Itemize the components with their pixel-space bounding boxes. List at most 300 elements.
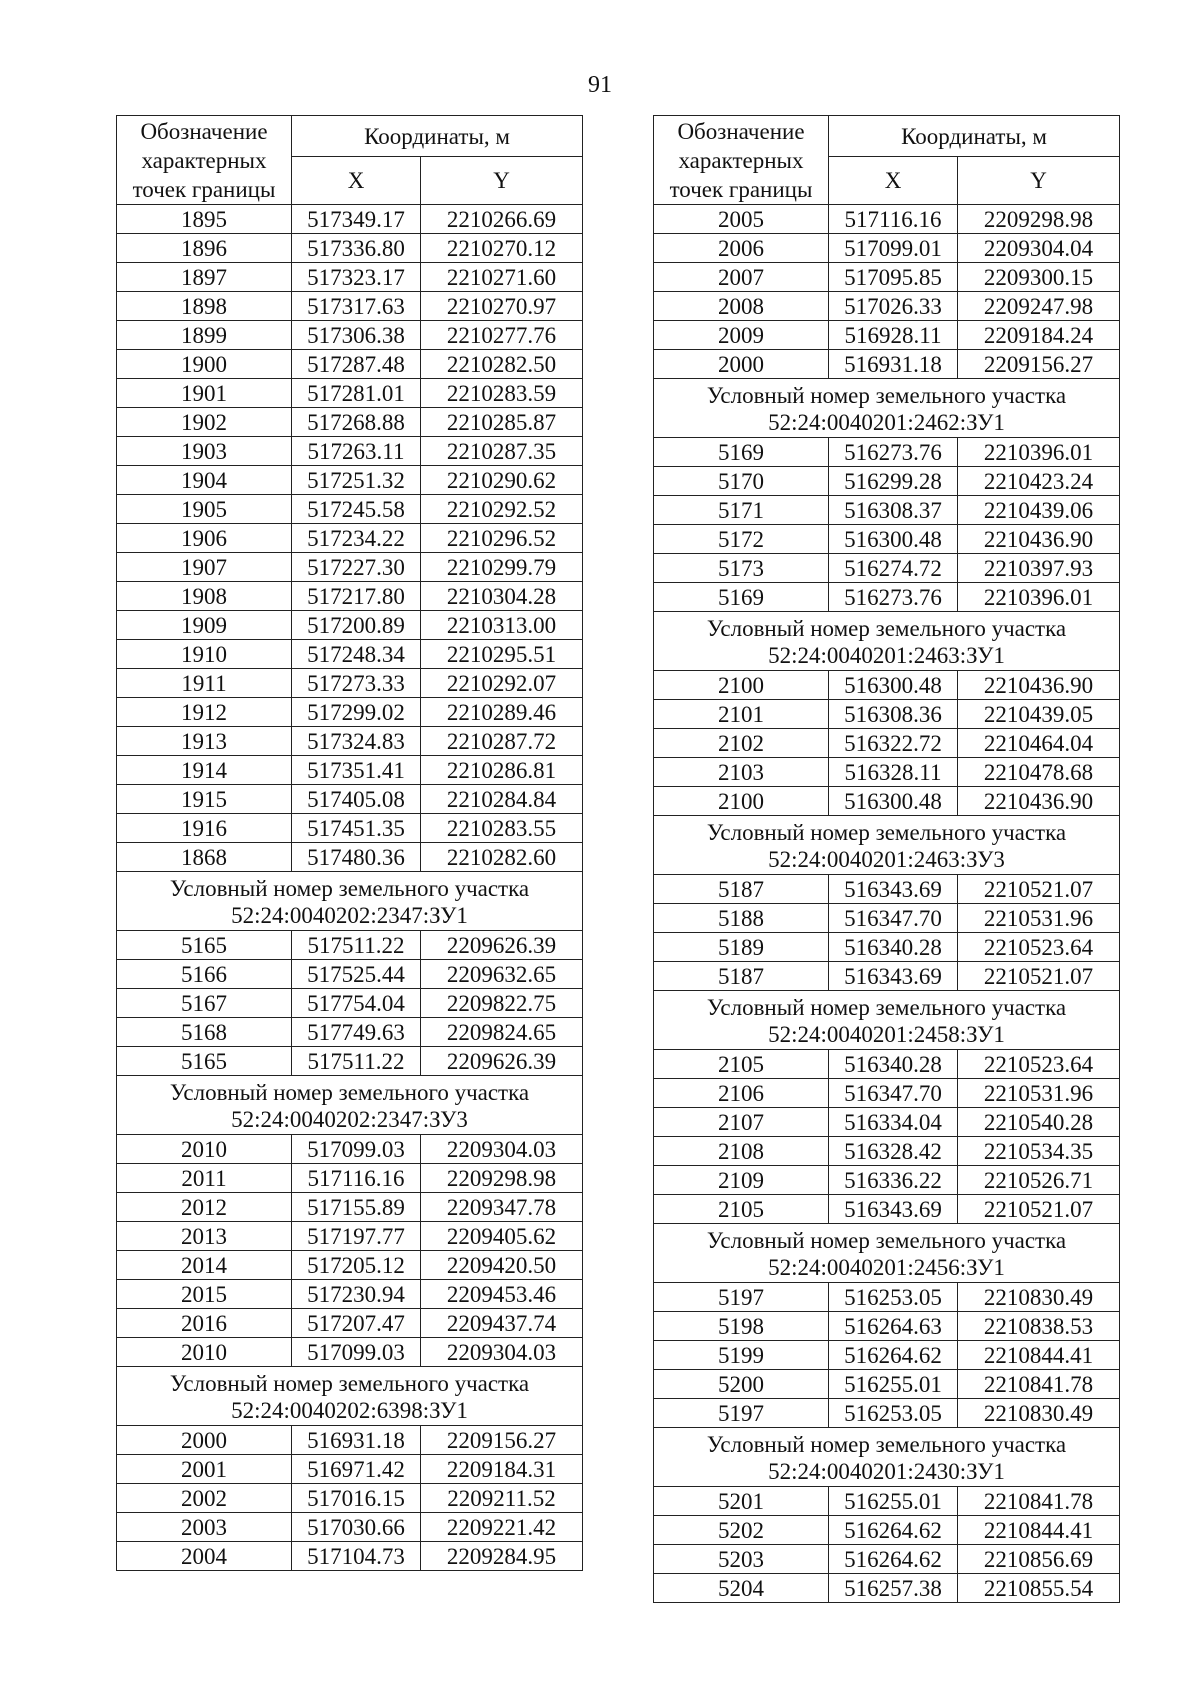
x-coordinate-cell: 517116.16 [829, 205, 958, 234]
point-id-cell: 5202 [654, 1516, 829, 1545]
parcel-label: Условный номер земельного участка [706, 1227, 1067, 1253]
table-row [117, 234, 583, 263]
x-coordinate-cell: 516308.37 [829, 496, 958, 525]
y-coordinate-cell: 2210304.28 [421, 582, 583, 611]
point-id-cell: 5167 [117, 989, 292, 1018]
parcel-section-row [654, 816, 1120, 875]
coordinates-header: Координаты, м [292, 116, 583, 157]
x-coordinate-cell: 516328.11 [829, 758, 958, 787]
point-header-line: Обозначение [677, 118, 805, 144]
y-coordinate-cell: 2210521.07 [958, 875, 1120, 904]
table-row [654, 1108, 1120, 1137]
x-coordinate-cell: 517245.58 [292, 495, 421, 524]
x-coordinate-cell: 517511.22 [292, 1047, 421, 1076]
table-row [117, 989, 583, 1018]
y-header: Y [421, 157, 583, 205]
x-coordinate-cell: 516300.48 [829, 525, 958, 554]
y-coordinate-cell: 2210841.78 [958, 1370, 1120, 1399]
parcel-number-cell [117, 1076, 583, 1135]
y-coordinate-cell: 2210292.07 [421, 669, 583, 698]
table-row [654, 1166, 1120, 1195]
table-row [117, 1426, 583, 1455]
point-header-line: характерных [141, 147, 267, 173]
point-id-cell: 2100 [654, 787, 829, 816]
table-row [654, 1050, 1120, 1079]
x-coordinate-cell: 516347.70 [829, 1079, 958, 1108]
y-coordinate-cell: 2209304.03 [421, 1338, 583, 1367]
point-id-cell: 1912 [117, 698, 292, 727]
parcel-number-cell [654, 1428, 1120, 1487]
table-row [117, 408, 583, 437]
point-id-cell: 2109 [654, 1166, 829, 1195]
x-coordinate-cell: 517263.11 [292, 437, 421, 466]
x-coordinate-cell: 516264.62 [829, 1341, 958, 1370]
table-row [654, 904, 1120, 933]
y-coordinate-cell: 2209304.03 [421, 1135, 583, 1164]
parcel-cadastral-number: 52:24:0040202:2347:ЗУ1 [231, 902, 468, 928]
table-row [117, 292, 583, 321]
x-coordinate-cell: 516334.04 [829, 1108, 958, 1137]
x-coordinate-cell: 517511.22 [292, 931, 421, 960]
point-id-cell: 5166 [117, 960, 292, 989]
table-row [654, 1399, 1120, 1428]
y-coordinate-cell: 2210534.35 [958, 1137, 1120, 1166]
y-coordinate-cell: 2210439.05 [958, 700, 1120, 729]
y-coordinate-cell: 2210283.55 [421, 814, 583, 843]
x-coordinate-cell: 517349.17 [292, 205, 421, 234]
point-id-cell: 5168 [117, 1018, 292, 1047]
table-row [117, 437, 583, 466]
y-coordinate-cell: 2210290.62 [421, 466, 583, 495]
x-coordinate-cell: 517205.12 [292, 1251, 421, 1280]
table-row [654, 1195, 1120, 1224]
y-coordinate-cell: 2209437.74 [421, 1309, 583, 1338]
y-coordinate-cell: 2209420.50 [421, 1251, 583, 1280]
table-row [654, 933, 1120, 962]
parcel-section-row [654, 1428, 1120, 1487]
table-row [654, 1545, 1120, 1574]
point-id-cell: 1916 [117, 814, 292, 843]
parcel-label: Условный номер земельного участка [706, 994, 1067, 1020]
y-coordinate-cell: 2210313.00 [421, 611, 583, 640]
x-coordinate-cell: 517405.08 [292, 785, 421, 814]
table-row [117, 1018, 583, 1047]
y-header: Y [958, 157, 1120, 205]
table-row [117, 669, 583, 698]
point-id-cell: 5171 [654, 496, 829, 525]
x-coordinate-cell: 517281.01 [292, 379, 421, 408]
y-coordinate-cell: 2210397.93 [958, 554, 1120, 583]
table-row [654, 1312, 1120, 1341]
x-coordinate-cell: 516273.76 [829, 583, 958, 612]
point-id-cell: 2105 [654, 1050, 829, 1079]
table-row [117, 379, 583, 408]
x-coordinate-cell: 516328.42 [829, 1137, 958, 1166]
y-coordinate-cell: 2209453.46 [421, 1280, 583, 1309]
table-row [654, 583, 1120, 612]
parcel-cadastral-number: 52:24:0040201:2458:ЗУ1 [768, 1021, 1005, 1047]
table-row [654, 205, 1120, 234]
table-header-row [654, 116, 1120, 157]
table-row [654, 467, 1120, 496]
point-id-cell: 2001 [117, 1455, 292, 1484]
parcel-label: Условный номер земельного участка [169, 1370, 530, 1396]
x-coordinate-cell: 516264.63 [829, 1312, 958, 1341]
point-id-cell: 1899 [117, 321, 292, 350]
table-row [117, 640, 583, 669]
y-coordinate-cell: 2210277.76 [421, 321, 583, 350]
x-coordinate-cell: 516300.48 [829, 787, 958, 816]
y-coordinate-cell: 2210270.97 [421, 292, 583, 321]
table-row [117, 1484, 583, 1513]
x-coordinate-cell: 517026.33 [829, 292, 958, 321]
x-coordinate-cell: 517451.35 [292, 814, 421, 843]
x-coordinate-cell: 517200.89 [292, 611, 421, 640]
y-coordinate-cell: 2210844.41 [958, 1516, 1120, 1545]
table-row [117, 263, 583, 292]
y-coordinate-cell: 2210292.52 [421, 495, 583, 524]
point-id-cell: 1911 [117, 669, 292, 698]
x-coordinate-cell: 516931.18 [829, 350, 958, 379]
parcel-cadastral-number: 52:24:0040201:2456:ЗУ1 [768, 1254, 1005, 1280]
table-row [654, 1516, 1120, 1545]
y-coordinate-cell: 2210266.69 [421, 205, 583, 234]
y-coordinate-cell: 2209347.78 [421, 1193, 583, 1222]
table-row [117, 495, 583, 524]
parcel-cadastral-number: 52:24:0040202:6398:ЗУ1 [231, 1397, 468, 1423]
point-designation-header [117, 116, 292, 205]
point-id-cell: 2102 [654, 729, 829, 758]
table-row [117, 350, 583, 379]
y-coordinate-cell: 2210855.54 [958, 1574, 1120, 1603]
parcel-label: Условный номер земельного участка [706, 615, 1067, 641]
x-coordinate-cell: 517207.47 [292, 1309, 421, 1338]
parcel-label: Условный номер земельного участка [706, 1431, 1067, 1457]
y-coordinate-cell: 2210289.46 [421, 698, 583, 727]
point-id-cell: 2105 [654, 1195, 829, 1224]
parcel-number-cell [654, 991, 1120, 1050]
point-id-cell: 2002 [117, 1484, 292, 1513]
table-row [117, 960, 583, 989]
point-header-line: точек границы [132, 176, 276, 202]
x-coordinate-cell: 516253.05 [829, 1283, 958, 1312]
y-coordinate-cell: 2209626.39 [421, 1047, 583, 1076]
table-row [117, 1251, 583, 1280]
y-coordinate-cell: 2210270.12 [421, 234, 583, 263]
x-coordinate-cell: 516273.76 [829, 438, 958, 467]
table-row [654, 700, 1120, 729]
x-coordinate-cell: 516347.70 [829, 904, 958, 933]
point-id-cell: 5170 [654, 467, 829, 496]
point-id-cell: 5199 [654, 1341, 829, 1370]
table-row [654, 1283, 1120, 1312]
point-id-cell: 1896 [117, 234, 292, 263]
table-row [117, 321, 583, 350]
x-coordinate-cell: 517234.22 [292, 524, 421, 553]
y-coordinate-cell: 2210287.72 [421, 727, 583, 756]
table-row [654, 758, 1120, 787]
y-coordinate-cell: 2209211.52 [421, 1484, 583, 1513]
y-coordinate-cell: 2210531.96 [958, 904, 1120, 933]
parcel-section-row [117, 1367, 583, 1426]
point-id-cell: 2005 [654, 205, 829, 234]
table-row [117, 785, 583, 814]
point-id-cell: 5165 [117, 931, 292, 960]
y-coordinate-cell: 2210464.04 [958, 729, 1120, 758]
y-coordinate-cell: 2210282.60 [421, 843, 583, 872]
y-coordinate-cell: 2209284.95 [421, 1542, 583, 1571]
point-id-cell: 2004 [117, 1542, 292, 1571]
table-row [117, 1542, 583, 1571]
point-id-cell: 2108 [654, 1137, 829, 1166]
table-row [117, 1280, 583, 1309]
point-id-cell: 5169 [654, 438, 829, 467]
coordinates-table-right [653, 115, 1120, 1603]
point-id-cell: 5173 [654, 554, 829, 583]
table-row [117, 611, 583, 640]
point-id-cell: 2008 [654, 292, 829, 321]
point-id-cell: 5198 [654, 1312, 829, 1341]
table-row [117, 1338, 583, 1367]
table-row [117, 698, 583, 727]
point-id-cell: 2011 [117, 1164, 292, 1193]
parcel-number-cell [117, 872, 583, 931]
table-row [117, 756, 583, 785]
table-row [654, 1341, 1120, 1370]
parcel-cadastral-number: 52:24:0040201:2462:ЗУ1 [768, 409, 1005, 435]
point-id-cell: 2016 [117, 1309, 292, 1338]
x-coordinate-cell: 516343.69 [829, 875, 958, 904]
table-row [654, 1137, 1120, 1166]
table-row [654, 787, 1120, 816]
parcel-cadastral-number: 52:24:0040202:2347:ЗУ3 [231, 1106, 468, 1132]
point-id-cell: 5197 [654, 1283, 829, 1312]
table-row [654, 1079, 1120, 1108]
table-row [117, 205, 583, 234]
parcel-label: Условный номер земельного участка [706, 819, 1067, 845]
x-coordinate-cell: 516340.28 [829, 1050, 958, 1079]
x-coordinate-cell: 516928.11 [829, 321, 958, 350]
parcel-cadastral-number: 52:24:0040201:2463:ЗУ1 [768, 642, 1005, 668]
x-coordinate-cell: 516253.05 [829, 1399, 958, 1428]
x-coordinate-cell: 517324.83 [292, 727, 421, 756]
y-coordinate-cell: 2209300.15 [958, 263, 1120, 292]
point-id-cell: 2013 [117, 1222, 292, 1251]
x-coordinate-cell: 517754.04 [292, 989, 421, 1018]
y-coordinate-cell: 2210285.87 [421, 408, 583, 437]
parcel-label: Условный номер земельного участка [169, 1079, 530, 1105]
x-header: X [829, 157, 958, 205]
point-id-cell: 5187 [654, 875, 829, 904]
x-coordinate-cell: 517323.17 [292, 263, 421, 292]
parcel-label: Условный номер земельного участка [706, 382, 1067, 408]
point-header-line: Обозначение [140, 118, 268, 144]
x-coordinate-cell: 516931.18 [292, 1426, 421, 1455]
table-row [654, 962, 1120, 991]
point-id-cell: 1903 [117, 437, 292, 466]
table-row [654, 525, 1120, 554]
table-row [654, 321, 1120, 350]
table-row [654, 729, 1120, 758]
x-coordinate-cell: 516255.01 [829, 1487, 958, 1516]
point-id-cell: 1905 [117, 495, 292, 524]
point-id-cell: 2010 [117, 1135, 292, 1164]
x-coordinate-cell: 516300.48 [829, 671, 958, 700]
y-coordinate-cell: 2210521.07 [958, 1195, 1120, 1224]
point-header-line: характерных [678, 147, 804, 173]
point-id-cell: 5200 [654, 1370, 829, 1399]
x-coordinate-cell: 517104.73 [292, 1542, 421, 1571]
table-row [117, 814, 583, 843]
table-row [654, 554, 1120, 583]
point-id-cell: 1913 [117, 727, 292, 756]
y-coordinate-cell: 2210478.68 [958, 758, 1120, 787]
x-coordinate-cell: 517299.02 [292, 698, 421, 727]
y-coordinate-cell: 2210830.49 [958, 1399, 1120, 1428]
point-id-cell: 5203 [654, 1545, 829, 1574]
point-id-cell: 1900 [117, 350, 292, 379]
x-coordinate-cell: 517217.80 [292, 582, 421, 611]
x-coordinate-cell: 517480.36 [292, 843, 421, 872]
point-id-cell: 1906 [117, 524, 292, 553]
point-id-cell: 1908 [117, 582, 292, 611]
x-header: X [292, 157, 421, 205]
point-id-cell: 1868 [117, 843, 292, 872]
parcel-section-row [654, 1224, 1120, 1283]
y-coordinate-cell: 2210284.84 [421, 785, 583, 814]
point-id-cell: 5169 [654, 583, 829, 612]
y-coordinate-cell: 2210523.64 [958, 933, 1120, 962]
parcel-cadastral-number: 52:24:0040201:2463:ЗУ3 [768, 846, 1005, 872]
table-header-row [117, 116, 583, 157]
y-coordinate-cell: 2209184.24 [958, 321, 1120, 350]
x-coordinate-cell: 517306.38 [292, 321, 421, 350]
y-coordinate-cell: 2210526.71 [958, 1166, 1120, 1195]
x-coordinate-cell: 516264.62 [829, 1516, 958, 1545]
point-id-cell: 1897 [117, 263, 292, 292]
point-id-cell: 5204 [654, 1574, 829, 1603]
table-row [654, 496, 1120, 525]
y-coordinate-cell: 2210296.52 [421, 524, 583, 553]
y-coordinate-cell: 2210830.49 [958, 1283, 1120, 1312]
table-row [117, 466, 583, 495]
y-coordinate-cell: 2210282.50 [421, 350, 583, 379]
y-coordinate-cell: 2210844.41 [958, 1341, 1120, 1370]
table-row [117, 582, 583, 611]
point-id-cell: 2103 [654, 758, 829, 787]
x-coordinate-cell: 516308.36 [829, 700, 958, 729]
x-coordinate-cell: 517525.44 [292, 960, 421, 989]
y-coordinate-cell: 2209184.31 [421, 1455, 583, 1484]
y-coordinate-cell: 2210396.01 [958, 583, 1120, 612]
point-id-cell: 2100 [654, 671, 829, 700]
y-coordinate-cell: 2210436.90 [958, 525, 1120, 554]
y-coordinate-cell: 2210423.24 [958, 467, 1120, 496]
point-id-cell: 2003 [117, 1513, 292, 1542]
x-coordinate-cell: 516340.28 [829, 933, 958, 962]
table-row [117, 931, 583, 960]
table-row [654, 671, 1120, 700]
y-coordinate-cell: 2210841.78 [958, 1487, 1120, 1516]
y-coordinate-cell: 2210838.53 [958, 1312, 1120, 1341]
x-coordinate-cell: 517317.63 [292, 292, 421, 321]
table-row [117, 1222, 583, 1251]
point-id-cell: 1914 [117, 756, 292, 785]
x-coordinate-cell: 517351.41 [292, 756, 421, 785]
point-id-cell: 5189 [654, 933, 829, 962]
y-coordinate-cell: 2209156.27 [958, 350, 1120, 379]
y-coordinate-cell: 2210295.51 [421, 640, 583, 669]
x-coordinate-cell: 517268.88 [292, 408, 421, 437]
y-coordinate-cell: 2209626.39 [421, 931, 583, 960]
y-coordinate-cell: 2210523.64 [958, 1050, 1120, 1079]
parcel-section-row [117, 872, 583, 931]
table-row [117, 1135, 583, 1164]
x-coordinate-cell: 516274.72 [829, 554, 958, 583]
x-coordinate-cell: 516264.62 [829, 1545, 958, 1574]
table-row [654, 875, 1120, 904]
x-coordinate-cell: 517099.01 [829, 234, 958, 263]
x-coordinate-cell: 517095.85 [829, 263, 958, 292]
point-designation-header [654, 116, 829, 205]
x-coordinate-cell: 517227.30 [292, 553, 421, 582]
x-coordinate-cell: 517230.94 [292, 1280, 421, 1309]
x-coordinate-cell: 517016.15 [292, 1484, 421, 1513]
table-row [117, 1513, 583, 1542]
point-id-cell: 2000 [654, 350, 829, 379]
point-id-cell: 2012 [117, 1193, 292, 1222]
x-coordinate-cell: 516343.69 [829, 1195, 958, 1224]
y-coordinate-cell: 2210856.69 [958, 1545, 1120, 1574]
x-coordinate-cell: 517336.80 [292, 234, 421, 263]
y-coordinate-cell: 2209632.65 [421, 960, 583, 989]
y-coordinate-cell: 2210436.90 [958, 671, 1120, 700]
y-coordinate-cell: 2210521.07 [958, 962, 1120, 991]
point-id-cell: 2009 [654, 321, 829, 350]
table-row [117, 1309, 583, 1338]
parcel-label: Условный номер земельного участка [169, 875, 530, 901]
x-coordinate-cell: 517251.32 [292, 466, 421, 495]
x-coordinate-cell: 517099.03 [292, 1135, 421, 1164]
point-id-cell: 1910 [117, 640, 292, 669]
x-coordinate-cell: 516255.01 [829, 1370, 958, 1399]
point-id-cell: 2010 [117, 1338, 292, 1367]
point-id-cell: 5201 [654, 1487, 829, 1516]
y-coordinate-cell: 2210540.28 [958, 1108, 1120, 1137]
y-coordinate-cell: 2210286.81 [421, 756, 583, 785]
y-coordinate-cell: 2209304.04 [958, 234, 1120, 263]
table-row [117, 1164, 583, 1193]
table-row [117, 524, 583, 553]
table-row [654, 1370, 1120, 1399]
y-coordinate-cell: 2209221.42 [421, 1513, 583, 1542]
x-coordinate-cell: 517749.63 [292, 1018, 421, 1047]
x-coordinate-cell: 517116.16 [292, 1164, 421, 1193]
y-coordinate-cell: 2210436.90 [958, 787, 1120, 816]
y-coordinate-cell: 2209822.75 [421, 989, 583, 1018]
table-row [654, 234, 1120, 263]
table-row [654, 1487, 1120, 1516]
x-coordinate-cell: 517155.89 [292, 1193, 421, 1222]
table-row [654, 438, 1120, 467]
y-coordinate-cell: 2210531.96 [958, 1079, 1120, 1108]
point-id-cell: 2007 [654, 263, 829, 292]
point-id-cell: 2015 [117, 1280, 292, 1309]
parcel-number-cell [654, 379, 1120, 438]
parcel-number-cell [654, 1224, 1120, 1283]
parcel-section-row [654, 379, 1120, 438]
table-row [117, 1455, 583, 1484]
